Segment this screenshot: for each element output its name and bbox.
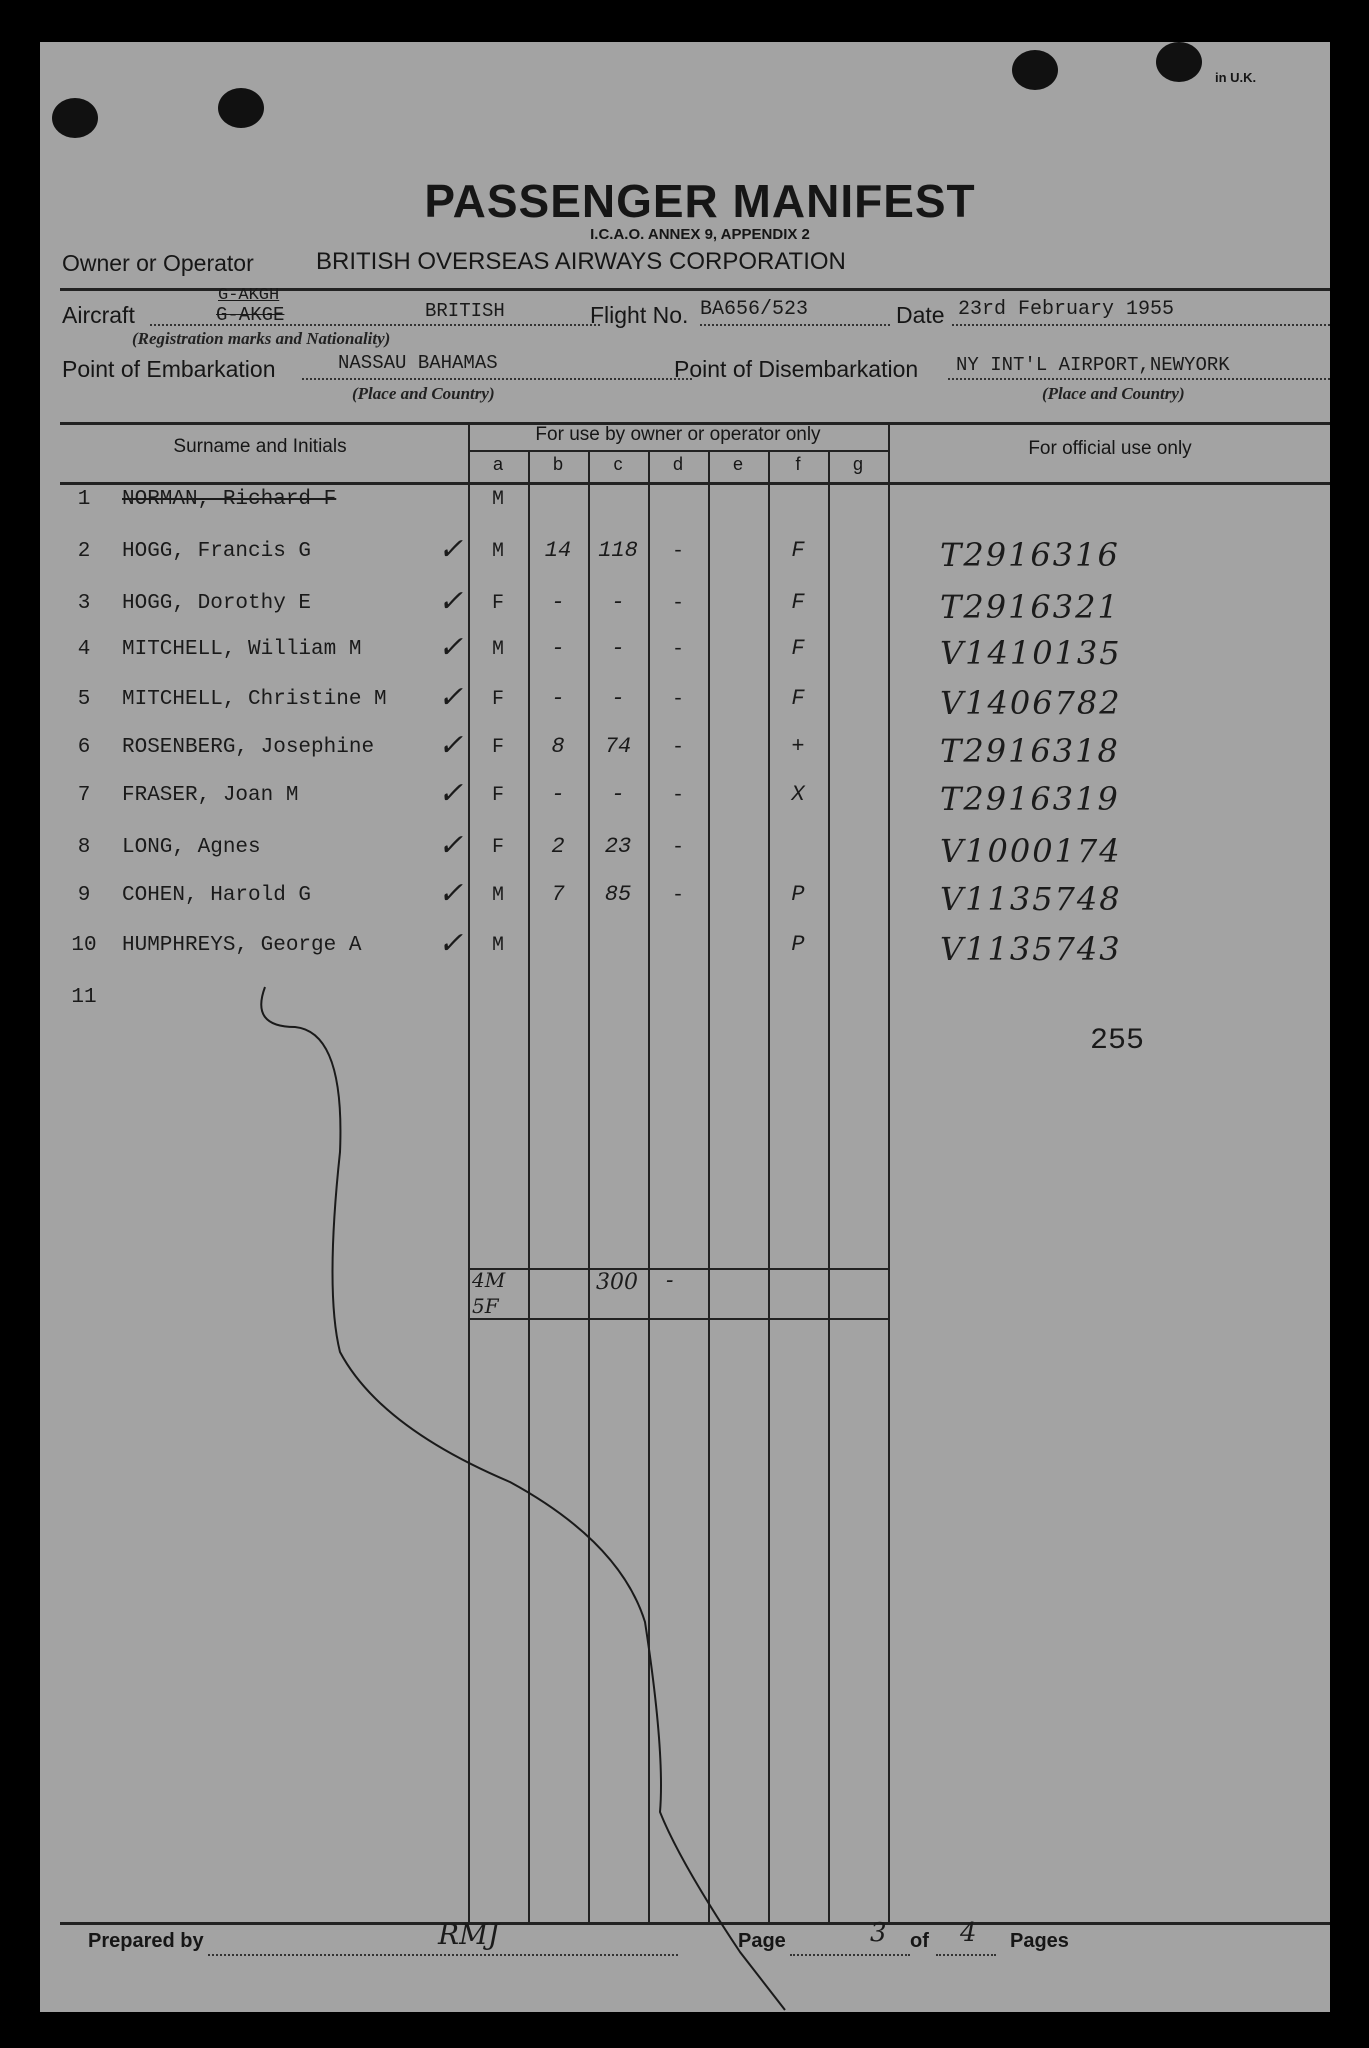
- totals-d: -: [666, 1268, 674, 1293]
- owner-use-header: For use by owner or operator only: [535, 424, 821, 445]
- cell-c: 74: [604, 734, 632, 759]
- official-entry: V1000174: [940, 832, 1122, 870]
- cell-c: 85: [604, 882, 632, 907]
- column-letter: a: [492, 454, 503, 474]
- aircraft-nationality: BRITISH: [425, 300, 505, 322]
- cell-a: M: [491, 540, 504, 563]
- aircraft-registration-struck: G-AKGE: [216, 304, 285, 326]
- cell-b: -: [551, 686, 565, 711]
- page-label: Page: [738, 1930, 786, 1952]
- column-letter: g: [852, 454, 863, 474]
- disembarkation-caption: (Place and Country): [1042, 384, 1185, 403]
- column-letter: c: [613, 454, 623, 474]
- row-number: 8: [77, 836, 91, 859]
- totals-c: 300: [596, 1270, 638, 1295]
- cell-a: M: [491, 934, 504, 957]
- cell-b: 8: [551, 734, 565, 759]
- pen-stroke-path: [261, 987, 785, 2010]
- cell-d: -: [671, 736, 684, 759]
- row-number: 11: [71, 986, 97, 1009]
- of-label: of: [910, 1930, 929, 1952]
- cell-d: -: [671, 540, 684, 563]
- row-number: 10: [71, 934, 97, 957]
- cell-f: P: [791, 932, 805, 957]
- official-entry: T2916319: [940, 780, 1120, 818]
- row-number: 9: [77, 884, 91, 907]
- embarkation-label: Point of Embarkation: [62, 356, 276, 382]
- column-letter: e: [732, 454, 743, 474]
- cell-a: M: [491, 488, 504, 511]
- cell-c: -: [611, 782, 625, 807]
- official-entry: T2916318: [940, 732, 1120, 770]
- cell-c: -: [611, 636, 625, 661]
- row-number: 2: [77, 540, 91, 563]
- cell-b: 7: [551, 882, 565, 907]
- printer-mark: in U.K.: [1215, 70, 1257, 85]
- row-number: 7: [77, 784, 91, 807]
- row-number: 3: [77, 592, 91, 615]
- date-value: 23rd February 1955: [958, 298, 1175, 321]
- official-use-header: For official use only: [1028, 438, 1192, 459]
- cell-b: -: [551, 636, 565, 661]
- cell-d: -: [671, 884, 684, 907]
- prepared-by-label: Prepared by: [88, 1930, 204, 1952]
- official-entry: T2916316: [940, 536, 1120, 574]
- cell-b: -: [551, 782, 565, 807]
- cell-f: F: [791, 686, 805, 711]
- totals-female: 5F: [472, 1294, 499, 1318]
- date-label: Date: [896, 302, 945, 328]
- passenger-name: FRASER, Joan M: [122, 784, 299, 807]
- row-number: 5: [77, 688, 91, 711]
- official-number: 255: [1090, 1024, 1145, 1058]
- cell-c: 118: [598, 538, 638, 563]
- column-letter: d: [672, 454, 683, 474]
- official-entry: V1135748: [940, 880, 1122, 918]
- passenger-name: MITCHELL, William M: [122, 638, 362, 661]
- passenger-name: MITCHELL, Christine M: [122, 688, 387, 711]
- cell-f: F: [791, 636, 805, 661]
- cell-f: X: [791, 782, 805, 807]
- passenger-name: NORMAN, Richard F: [122, 488, 337, 511]
- cell-b: 2: [551, 834, 565, 859]
- cell-b: 14: [544, 538, 572, 563]
- flight-label: Flight No.: [590, 302, 689, 328]
- aircraft-label: Aircraft: [62, 302, 135, 328]
- cell-d: -: [671, 592, 684, 615]
- pages-label: Pages: [1010, 1930, 1069, 1952]
- owner-label: Owner or Operator: [62, 250, 254, 276]
- prepared-by-signature: RMJ: [438, 1918, 499, 1951]
- passenger-name: COHEN, Harold G: [122, 884, 312, 907]
- aircraft-registration: G-AKGH: [218, 286, 280, 305]
- document-subtitle: I.C.A.O. ANNEX 9, APPENDIX 2: [590, 226, 810, 243]
- cell-d: -: [671, 688, 684, 711]
- owner-value: BRITISH OVERSEAS AIRWAYS CORPORATION: [316, 248, 846, 275]
- document-title: PASSENGER MANIFEST: [424, 175, 976, 227]
- cell-a: M: [491, 884, 504, 907]
- passenger-name: HOGG, Dorothy E: [122, 592, 312, 615]
- cell-a: F: [491, 836, 504, 859]
- check-mark: ✓: [438, 728, 464, 763]
- manifest-sheet: [40, 42, 1330, 2012]
- cell-f: F: [791, 538, 805, 563]
- cell-a: F: [491, 688, 504, 711]
- aircraft-caption: (Registration marks and Nationality): [132, 329, 391, 348]
- page-number: 3: [870, 1918, 887, 1948]
- row-number: 1: [77, 488, 91, 511]
- totals-male: 4M: [472, 1268, 506, 1292]
- cell-b: -: [551, 590, 565, 615]
- check-mark: ✓: [438, 584, 464, 619]
- passenger-name: ROSENBERG, Josephine: [122, 736, 375, 759]
- cell-a: M: [491, 638, 504, 661]
- row-number: 4: [77, 638, 91, 661]
- cell-c: -: [611, 590, 625, 615]
- surname-column-header: Surname and Initials: [173, 436, 347, 457]
- check-mark: ✓: [438, 680, 464, 715]
- official-entry: T2916321: [940, 588, 1120, 626]
- passenger-name: LONG, Agnes: [122, 836, 261, 859]
- check-mark: ✓: [438, 630, 464, 665]
- column-letter: f: [795, 454, 801, 474]
- cell-a: F: [491, 592, 504, 615]
- page-total: 4: [960, 1918, 977, 1948]
- cell-a: F: [491, 784, 504, 807]
- cell-c: -: [611, 686, 625, 711]
- disembarkation-value: NY INT'L AIRPORT,NEWYORK: [956, 354, 1230, 376]
- row-number: 6: [77, 736, 91, 759]
- pen-stroke: [40, 42, 1330, 2012]
- official-entry: V1406782: [940, 684, 1122, 722]
- check-mark: ✓: [438, 828, 464, 863]
- check-mark: ✓: [438, 926, 464, 961]
- official-entry: V1135743: [940, 930, 1122, 968]
- embarkation-caption: (Place and Country): [352, 384, 495, 403]
- embarkation-value: NASSAU BAHAMAS: [338, 352, 498, 374]
- cell-c: 23: [604, 834, 632, 859]
- official-entry: V1410135: [940, 634, 1122, 672]
- check-mark: ✓: [438, 776, 464, 811]
- check-mark: ✓: [438, 532, 464, 567]
- flight-value: BA656/523: [700, 298, 809, 321]
- cell-f: +: [791, 734, 805, 759]
- passenger-name: HUMPHREYS, George A: [122, 934, 362, 957]
- check-mark: ✓: [438, 876, 464, 911]
- disembarkation-label: Point of Disembarkation: [674, 356, 919, 382]
- cell-f: P: [791, 882, 805, 907]
- column-letter: b: [552, 454, 563, 474]
- cell-d: -: [671, 836, 684, 859]
- cell-d: -: [671, 784, 684, 807]
- cell-d: -: [671, 638, 684, 661]
- passenger-name: HOGG, Francis G: [122, 540, 312, 563]
- cell-a: F: [491, 736, 504, 759]
- cell-f: F: [791, 590, 805, 615]
